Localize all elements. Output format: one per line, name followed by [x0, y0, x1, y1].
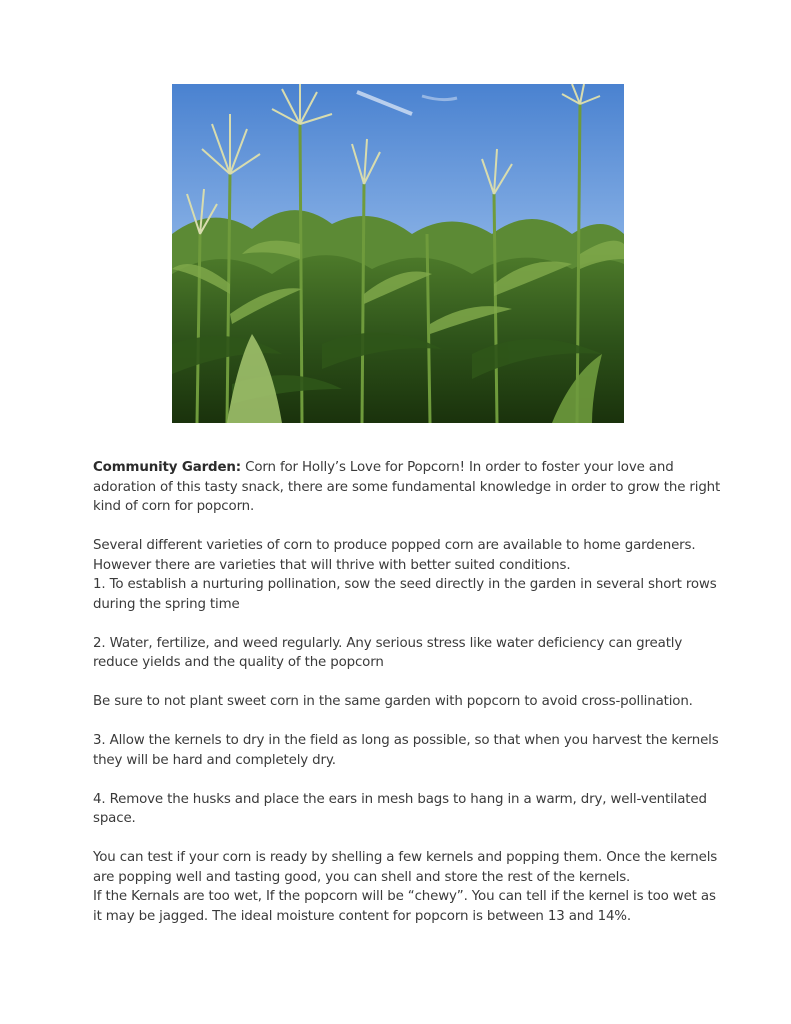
test-line-4: it may be jagged. The ideal moisture content for popcorn is between 13 and 14%. — [93, 908, 631, 924]
intro-paragraph — [93, 458, 721, 517]
varieties-line-1: Several different varieties of corn to produce popped corn are available to home gardeners. — [93, 538, 696, 553]
step2-line-2: reduce yields and the quality of the popcorn — [93, 655, 384, 670]
step2-paragraph — [93, 634, 713, 673]
intro-line-1 — [93, 458, 713, 478]
test-line-3: If the Kernals are too wet, If the popcorn will be “chewy”. You can tell if the kernel is too wet as — [93, 889, 716, 904]
corn-field-photo — [172, 84, 624, 423]
step1-line-2: during the spring time — [93, 596, 240, 612]
intro-line-3: kind of corn for popcorn. — [93, 499, 255, 514]
step3-line-2: they will be hard and completely dry. — [93, 752, 336, 768]
corn-field-illustration — [172, 84, 624, 423]
step4-line-2: space. — [93, 811, 136, 826]
varieties-paragraph — [93, 536, 717, 614]
step4-line-1: 4. Remove the husks and place the ears in mesh bags to hang in a warm, dry, well-ventilated — [93, 791, 707, 807]
step3-paragraph — [93, 731, 719, 770]
article-body — [93, 458, 721, 946]
readiness-test-paragraph — [93, 848, 718, 926]
varieties-line-2: However there are varieties that will thrive with better suited conditions. — [93, 557, 571, 573]
step2-line-1: 2. Water, fertilize, and weed regularly. Any serious stress like water deficiency can greatly — [93, 635, 683, 651]
step1-line-1: 1. To establish a nurturing pollination, sow the seed directly in the garden in several short rows — [93, 577, 717, 592]
cross-pollination-tip — [93, 692, 713, 712]
step4-paragraph — [93, 790, 713, 829]
step3-line-1: 3. Allow the kernels to dry in the field as long as possible, so that when you harvest the kernels — [93, 733, 719, 748]
community-garden-label: Community Garden: — [93, 460, 242, 475]
intro-line-1-text: Corn for Holly’s Love for Popcorn! In order to foster your love and — [241, 460, 674, 475]
tip-line-1: Be sure to not plant sweet corn in the same garden with popcorn to avoid cross-pollination. — [93, 694, 693, 709]
test-line-1: You can test if your corn is ready by shelling a few kernels and popping them. Once the kernels — [93, 850, 718, 865]
test-line-2: are popping well and tasting good, you can shell and store the rest of the kernels. — [93, 869, 631, 885]
intro-line-2: adoration of this tasty snack, there are some fundamental knowledge in order to grow the right — [93, 479, 721, 495]
